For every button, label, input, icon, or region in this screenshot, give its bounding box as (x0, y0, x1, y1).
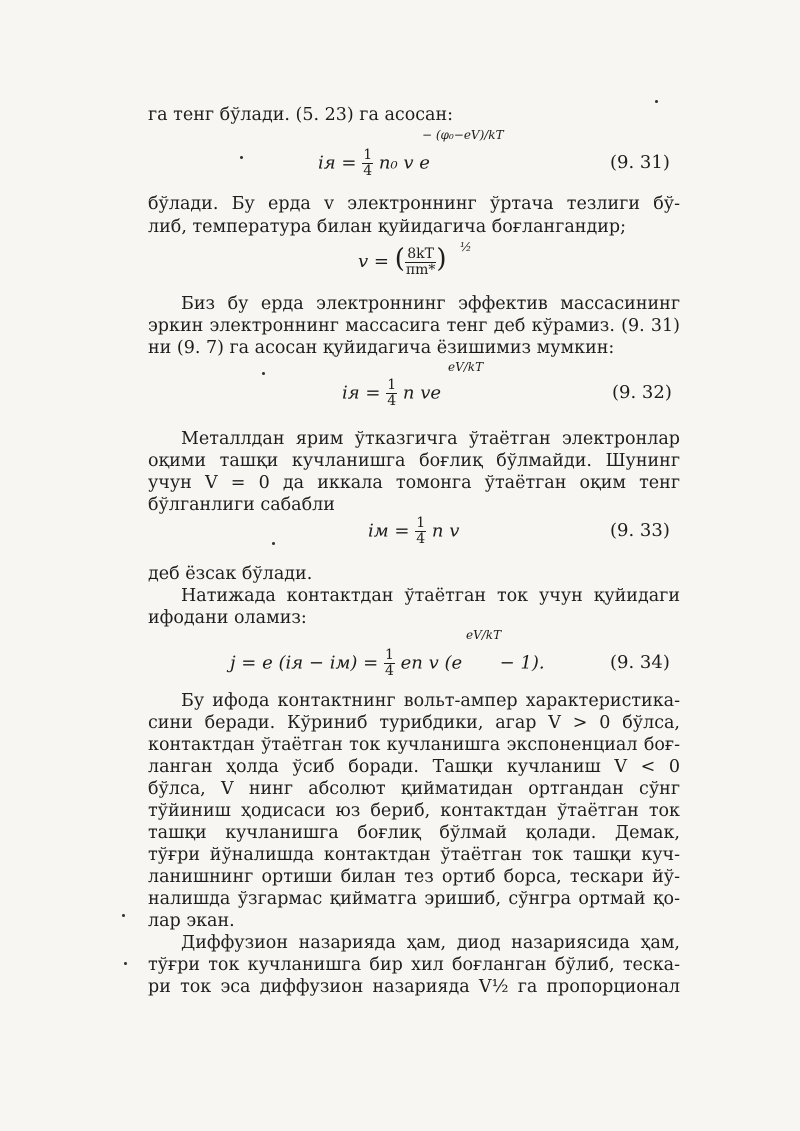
text-line-8: оқими ташқи кучланишга боғлиқ бўлмайди. Шунинг (148, 451, 680, 471)
scan-speck (124, 962, 127, 965)
text-line-13: ифодани оламиз: (148, 608, 307, 628)
equation-9-33 (368, 516, 459, 547)
text-line-24: лар экан. (148, 911, 235, 931)
text-line-1: га тенг бўлади. (5. 23) га асосан: (148, 105, 454, 125)
eq32-body: n ve (402, 382, 442, 404)
equation-9-31 (318, 148, 430, 179)
eq34-num: 1 (384, 647, 394, 663)
eq32-num: 1 (387, 377, 397, 393)
eqv-lhs: v = (358, 251, 389, 272)
eq34-fraction (384, 648, 395, 679)
eq31-fraction (362, 148, 373, 179)
text-line-12: Натижада контактдан ўтаётган ток учун қуйидаги (181, 586, 680, 606)
equation-9-34 (230, 648, 545, 679)
eq34-body: en v (e (400, 652, 463, 674)
eq31-exponent: − (φ₀−eV)/kT (422, 128, 504, 142)
equation-mean-velocity (358, 244, 447, 278)
text-line-22: ланишнинг ортиши билан тез ортиб борса, тескари йў- (148, 867, 680, 887)
equation-number-9-33: (9. 33) (610, 520, 670, 541)
text-line-7: Металлдан ярим ўтказгичга ўтаётган электронлар (181, 429, 680, 449)
eqv-fraction (405, 247, 436, 278)
eq31-num: 1 (363, 147, 373, 163)
text-line-18: бўлса, V нинг абсолют қийматидан ортгандан сўнг (148, 779, 680, 799)
equation-number-9-34: (9. 34) (610, 652, 670, 673)
scan-speck (655, 100, 658, 103)
text-line-6: ни (9. 7) га асосан қуйидагича ёзишимиз мумкин: (148, 338, 615, 358)
eq33-fraction (415, 516, 426, 547)
text-line-20: ташқи кучланишга боғлиқ бўлмай қолади. Демак, (148, 823, 680, 843)
text-line-27: ри ток эса диффузион назарияда V½ га пропорционал (148, 977, 680, 997)
text-line-16: контактдан ўтаётган ток кучланишга экспоненциал боғ- (148, 735, 680, 755)
text-line-10: бўлганлиги сабабли (148, 495, 335, 515)
text-line-9: учун V = 0 да иккала томонга ўтаётган оқим тенг (148, 473, 680, 493)
eq31-body: n₀ v e (378, 152, 430, 174)
scan-speck (272, 542, 275, 545)
eqv-paren-close: ) (436, 244, 447, 274)
eq34-lhs: j = e (iя − iм) = (230, 652, 379, 674)
text-line-5: эркин электроннинг массасига тенг деб кўрамиз. (9. 31) (148, 316, 680, 336)
eqv-exponent: ½ (460, 240, 472, 254)
eq32-fraction (386, 378, 397, 409)
eq31-den: 4 (363, 163, 373, 179)
text-line-21: тўғри йўналишда контактдан ўтаётган ток ташқи куч- (148, 845, 680, 865)
eq33-den: 4 (416, 531, 426, 547)
text-line-2: бўлади. Бу ерда v электроннинг ўртача тезлиги бў- (148, 194, 680, 214)
equation-number-9-31: (9. 31) (610, 152, 670, 173)
eqv-den: πm* (405, 261, 436, 278)
text-line-3: либ, температура билан қуйидагича боғлангандир; (148, 217, 626, 237)
text-line-17: ланган ҳолда ўсиб боради. Ташқи кучланиш V < 0 (148, 757, 680, 777)
eq31-lhs: iя = (318, 152, 357, 174)
equation-number-9-32: (9. 32) (612, 382, 672, 403)
text-line-26: тўғри ток кучланишга бир хил боғланган бўлиб, теска- (148, 955, 680, 975)
eq33-body: n v (431, 520, 460, 542)
eq32-exponent: eV/kT (448, 360, 484, 374)
text-line-25: Диффузион назарияда ҳам, диод назариясида ҳам, (181, 933, 680, 953)
text-line-19: тўйиниш ҳодисаси юз бериб, контактдан ўтаётган ток (148, 801, 680, 821)
text-line-15: сини беради. Кўриниб турибдики, агар V > 0 бўлса, (148, 713, 680, 733)
text-line-23: налишда ўзгармас қийматга эришиб, сўнгра ортмай қо- (148, 889, 680, 909)
text-line-4: Биз бу ерда электроннинг эффектив массасининг (181, 294, 680, 314)
scan-speck (262, 372, 265, 375)
eqv-paren-open: ( (394, 244, 405, 274)
eq34-den: 4 (384, 663, 394, 679)
eq33-num: 1 (416, 515, 426, 531)
scan-speck (122, 914, 125, 917)
eq32-lhs: iя = (342, 382, 381, 404)
eq34-exponent: eV/kT (466, 628, 502, 642)
eq33-lhs: iм = (368, 520, 410, 542)
text-line-14: Бу ифода контактнинг вольт-ампер характеристика- (181, 691, 680, 711)
eqv-num: 8kT (405, 247, 436, 263)
text-line-11: деб ёзсак бўлади. (148, 564, 313, 584)
equation-9-32 (342, 378, 441, 409)
eq32-den: 4 (387, 393, 397, 409)
scan-speck (240, 156, 243, 159)
eq34-tail: − 1). (499, 652, 545, 674)
